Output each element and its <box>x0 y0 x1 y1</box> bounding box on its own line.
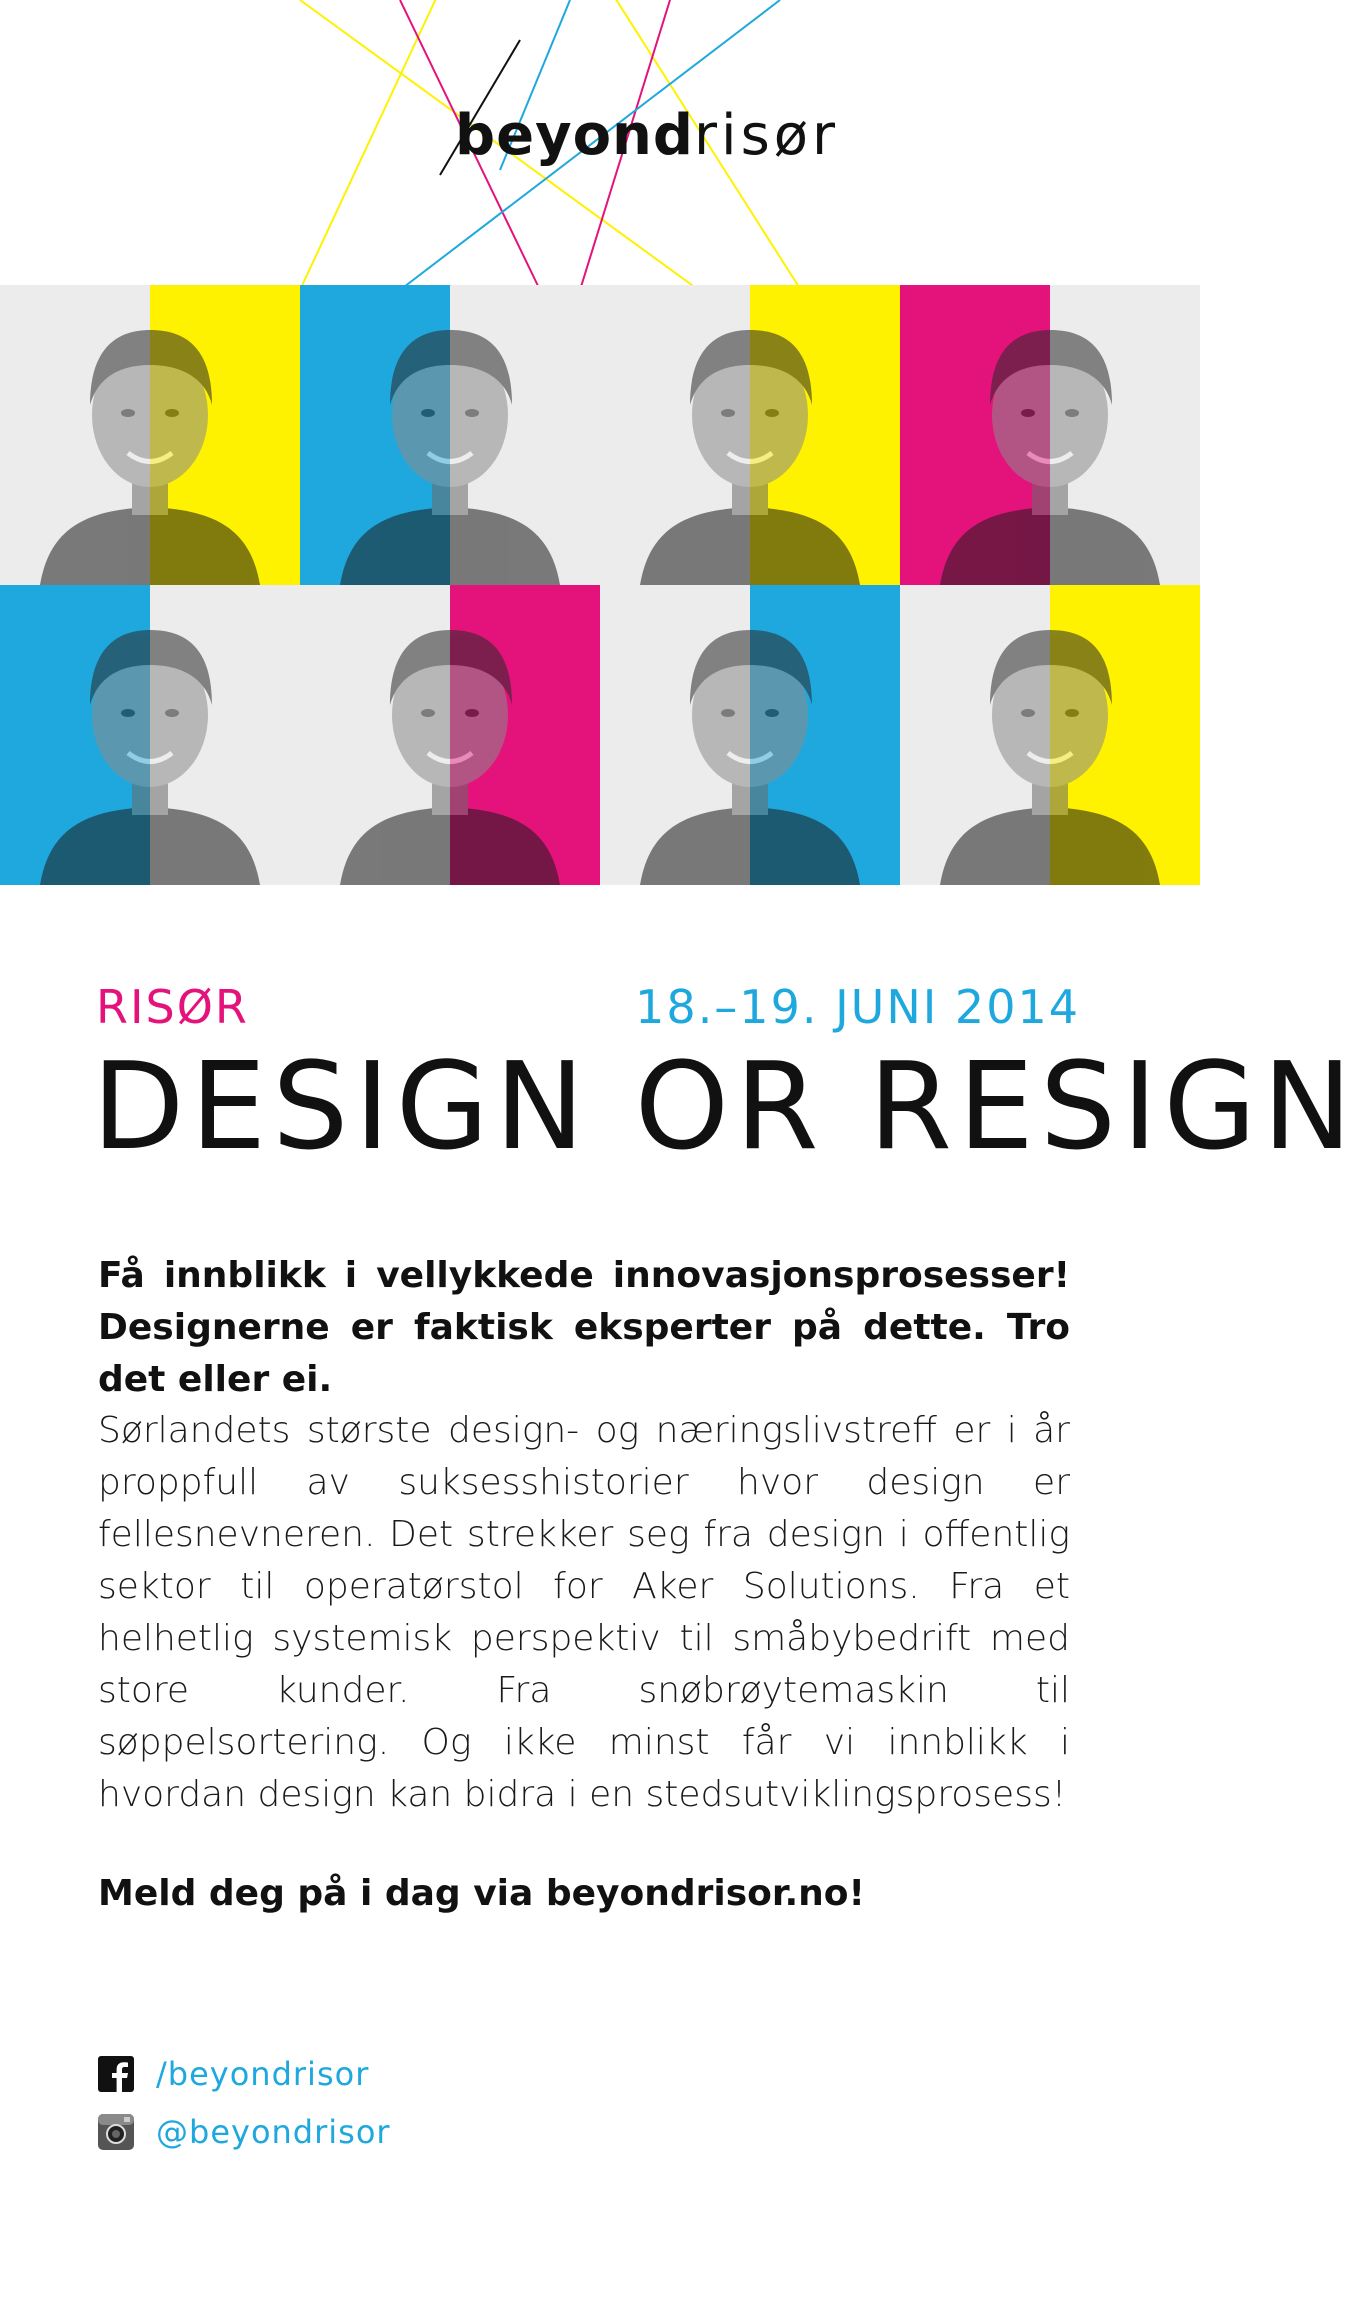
instagram-link[interactable] <box>98 2113 391 2151</box>
instagram-handle: @beyondrisor <box>156 2113 391 2151</box>
portrait-6-image <box>300 585 600 885</box>
lead-text: Få innblikk i vellykkede innovasjonsprosesser! Designerne er faktisk eksperter på dette. Tro det eller ei. <box>98 1255 1070 1400</box>
portrait-1 <box>0 285 300 585</box>
facebook-link[interactable] <box>98 2055 369 2093</box>
logo-light: risør <box>694 103 840 168</box>
facebook-icon <box>98 2056 134 2092</box>
header <box>0 0 1200 290</box>
event-city: RISØR <box>96 980 249 1034</box>
logo-bold: beyond <box>455 103 694 168</box>
portrait-2 <box>300 285 600 585</box>
portrait-1-image <box>0 285 300 585</box>
portrait-7-image <box>600 585 900 885</box>
event-title: DESIGN OR RESIGN <box>92 1038 1358 1177</box>
portrait-8 <box>900 585 1200 885</box>
portrait-6 <box>300 585 600 885</box>
portrait-4 <box>900 285 1200 585</box>
call-to-action: Meld deg på i dag via beyondrisor.no! <box>98 1873 865 1914</box>
portrait-4-image <box>900 285 1200 585</box>
body-text: Sørlandets største design- og næringslivstreff er i år proppfull av suksesshistorier hvor design er fellesnevneren. Det strekker seg fra design i offentlig sektor til operatørstol for Aker Solutions. Fra et helhetlig systemisk perspektiv til småbybedrift med store kunder. Fra snøbrøytemaskin til søppelsortering. Og ikke minst får vi innblikk i hvordan design kan bidra i en stedsutviklingsprosess! <box>98 1410 1070 1815</box>
portrait-5-image <box>0 585 300 885</box>
portrait-5 <box>0 585 300 885</box>
portrait-3 <box>600 285 900 585</box>
logo <box>455 103 840 168</box>
event-date: 18.–19. JUNI 2014 <box>635 980 1080 1034</box>
facebook-handle: /beyondrisor <box>156 2055 370 2093</box>
portrait-7 <box>600 585 900 885</box>
portrait-grid <box>0 285 1200 885</box>
instagram-icon <box>98 2114 134 2150</box>
portrait-8-image <box>900 585 1200 885</box>
portrait-3-image <box>600 285 900 585</box>
portrait-2-image <box>300 285 600 585</box>
